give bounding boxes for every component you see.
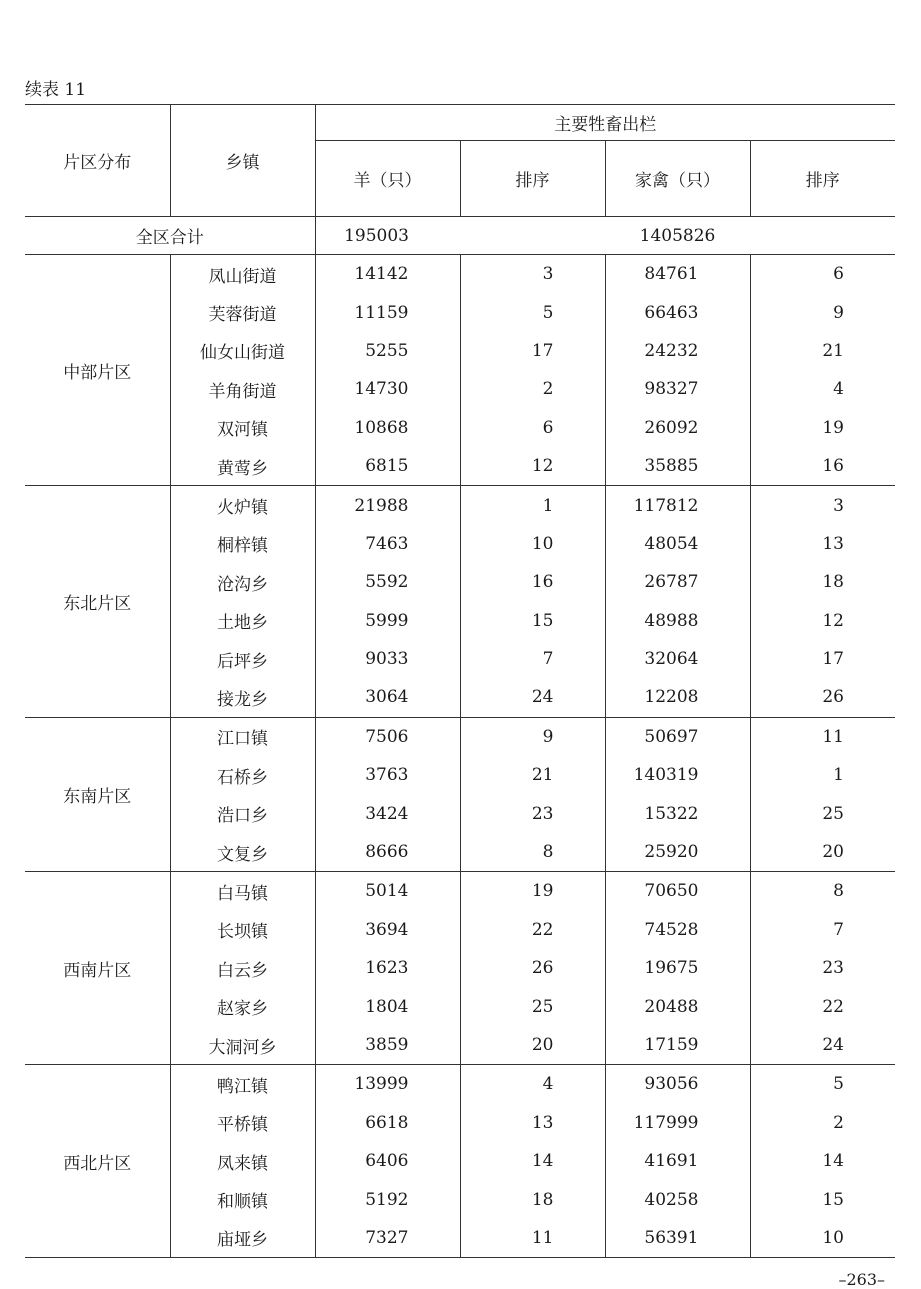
sheep-rank-cell: 12 xyxy=(460,447,605,486)
sheep-rank-cell: 10 xyxy=(460,525,605,563)
town-cell: 土地乡 xyxy=(170,602,315,640)
region-cell: 西南片区 xyxy=(25,872,170,1065)
total-sheep: 195003 xyxy=(344,225,409,246)
region-cell: 中部片区 xyxy=(25,255,170,486)
sheep-cell: 3424 xyxy=(315,794,460,832)
total-poultry: 1405826 xyxy=(639,225,716,246)
sheep-rank-cell: 2 xyxy=(460,370,605,408)
poultry-cell: 25920 xyxy=(605,833,750,872)
sheep-rank-cell: 23 xyxy=(460,794,605,832)
sheep-cell: 1804 xyxy=(315,987,460,1025)
sheep-rank-cell: 6 xyxy=(460,409,605,447)
table-row xyxy=(25,717,895,756)
sheep-cell: 14730 xyxy=(315,370,460,408)
sheep-cell: 11159 xyxy=(315,293,460,331)
poultry-cell: 56391 xyxy=(605,1219,750,1258)
poultry-rank-cell: 14 xyxy=(822,1151,844,1172)
town-cell: 后坪乡 xyxy=(170,640,315,678)
town-cell: 鸭江镇 xyxy=(170,1065,315,1104)
poultry-rank-cell: 6 xyxy=(833,264,844,285)
header-town: 乡镇 xyxy=(170,105,315,217)
town-cell: 凤山街道 xyxy=(170,255,315,294)
sheep-rank-cell: 11 xyxy=(460,1219,605,1258)
poultry-cell: 40258 xyxy=(605,1180,750,1218)
town-cell: 赵家乡 xyxy=(170,987,315,1025)
poultry-cell: 17159 xyxy=(605,1026,750,1065)
sheep-rank-cell: 17 xyxy=(460,332,605,370)
town-cell: 江口镇 xyxy=(170,717,315,756)
town-cell: 双河镇 xyxy=(170,409,315,447)
poultry-rank-cell: 19 xyxy=(822,417,844,438)
sheep-rank-cell: 13 xyxy=(460,1104,605,1142)
town-cell: 和顺镇 xyxy=(170,1180,315,1218)
town-cell: 芙蓉街道 xyxy=(170,293,315,331)
header-group-title: 主要牲畜出栏 xyxy=(554,115,657,135)
poultry-rank-cell: 2 xyxy=(833,1112,844,1133)
poultry-cell: 48054 xyxy=(605,525,750,563)
table-row xyxy=(25,1065,895,1104)
sheep-rank-cell: 14 xyxy=(460,1142,605,1180)
poultry-cell: 26092 xyxy=(605,409,750,447)
sheep-rank-cell: 19 xyxy=(460,872,605,911)
town-cell: 白马镇 xyxy=(170,872,315,911)
poultry-cell: 98327 xyxy=(605,370,750,408)
sheep-cell: 5255 xyxy=(315,332,460,370)
sheep-rank-cell: 4 xyxy=(460,1065,605,1104)
poultry-cell: 84761 xyxy=(605,255,750,294)
town-cell: 接龙乡 xyxy=(170,678,315,717)
sheep-rank-cell: 24 xyxy=(460,678,605,717)
poultry-cell: 74528 xyxy=(605,911,750,949)
poultry-cell: 20488 xyxy=(605,987,750,1025)
poultry-rank-cell: 25 xyxy=(822,803,844,824)
header-poultry: 家禽（只） xyxy=(605,141,750,217)
poultry-rank-cell: 22 xyxy=(822,996,844,1017)
poultry-cell: 117812 xyxy=(605,486,750,525)
sheep-rank-cell: 8 xyxy=(460,833,605,872)
town-cell: 大洞河乡 xyxy=(170,1026,315,1065)
sheep-cell: 1623 xyxy=(315,949,460,987)
table-row xyxy=(25,486,895,525)
poultry-cell: 26787 xyxy=(605,563,750,601)
poultry-cell: 19675 xyxy=(605,949,750,987)
region-cell: 东南片区 xyxy=(25,717,170,872)
sheep-cell: 10868 xyxy=(315,409,460,447)
poultry-rank-cell: 12 xyxy=(822,610,844,631)
table-row xyxy=(25,872,895,911)
sheep-rank-cell: 22 xyxy=(460,911,605,949)
total-label: 全区合计 xyxy=(25,217,315,255)
poultry-rank-cell: 16 xyxy=(822,456,844,477)
sheep-rank-cell: 5 xyxy=(460,293,605,331)
town-cell: 凤来镇 xyxy=(170,1142,315,1180)
sheep-rank-cell: 18 xyxy=(460,1180,605,1218)
table-caption: 续表 11 xyxy=(25,80,87,100)
region-cell: 西北片区 xyxy=(25,1065,170,1258)
sheep-rank-cell: 26 xyxy=(460,949,605,987)
town-cell: 沧沟乡 xyxy=(170,563,315,601)
sheep-cell: 13999 xyxy=(315,1065,460,1104)
town-cell: 火炉镇 xyxy=(170,486,315,525)
total-row xyxy=(25,217,895,255)
town-cell: 桐梓镇 xyxy=(170,525,315,563)
poultry-rank-cell: 21 xyxy=(822,340,844,361)
sheep-cell: 9033 xyxy=(315,640,460,678)
poultry-cell: 24232 xyxy=(605,332,750,370)
town-cell: 长坝镇 xyxy=(170,911,315,949)
sheep-rank-cell: 3 xyxy=(460,255,605,294)
poultry-rank-cell: 4 xyxy=(833,379,844,400)
poultry-cell: 12208 xyxy=(605,678,750,717)
sheep-cell: 14142 xyxy=(315,255,460,294)
sheep-rank-cell: 7 xyxy=(460,640,605,678)
poultry-rank-cell: 24 xyxy=(822,1035,844,1055)
poultry-cell: 93056 xyxy=(605,1065,750,1104)
poultry-rank-cell: 15 xyxy=(822,1189,844,1210)
sheep-cell: 3763 xyxy=(315,756,460,794)
town-cell: 平桥镇 xyxy=(170,1104,315,1142)
poultry-rank-cell: 26 xyxy=(822,687,844,708)
poultry-cell: 66463 xyxy=(605,293,750,331)
poultry-rank-cell: 17 xyxy=(822,649,844,670)
sheep-rank-cell: 15 xyxy=(460,602,605,640)
poultry-rank-cell: 9 xyxy=(833,302,844,323)
sheep-cell: 3859 xyxy=(315,1026,460,1065)
sheep-rank-cell: 25 xyxy=(460,987,605,1025)
header-poultry-rank: 排序 xyxy=(750,141,895,217)
poultry-rank-cell: 7 xyxy=(833,919,844,940)
town-cell: 庙垭乡 xyxy=(170,1219,315,1258)
poultry-cell: 15322 xyxy=(605,794,750,832)
sheep-cell: 6618 xyxy=(315,1104,460,1142)
town-cell: 浩口乡 xyxy=(170,794,315,832)
town-cell: 黄莺乡 xyxy=(170,447,315,486)
sheep-cell: 7506 xyxy=(315,717,460,756)
poultry-rank-cell: 11 xyxy=(822,726,844,747)
town-cell: 白云乡 xyxy=(170,949,315,987)
poultry-rank-cell: 5 xyxy=(833,1074,844,1095)
sheep-rank-cell: 20 xyxy=(460,1026,605,1065)
town-cell: 文复乡 xyxy=(170,833,315,872)
poultry-cell: 140319 xyxy=(605,756,750,794)
poultry-rank-cell: 23 xyxy=(822,958,844,979)
header-region: 片区分布 xyxy=(25,105,170,217)
sheep-cell: 6406 xyxy=(315,1142,460,1180)
poultry-cell: 48988 xyxy=(605,602,750,640)
poultry-rank-cell: 13 xyxy=(822,533,844,554)
sheep-cell: 5999 xyxy=(315,602,460,640)
sheep-cell: 6815 xyxy=(315,447,460,486)
sheep-cell: 5592 xyxy=(315,563,460,601)
town-cell: 羊角街道 xyxy=(170,370,315,408)
header-sheep-rank: 排序 xyxy=(460,141,605,217)
sheep-cell: 3694 xyxy=(315,911,460,949)
sheep-cell: 8666 xyxy=(315,833,460,872)
town-cell: 石桥乡 xyxy=(170,756,315,794)
sheep-rank-cell: 16 xyxy=(460,563,605,601)
header-row-1 xyxy=(25,105,895,141)
poultry-rank-cell: 1 xyxy=(833,765,844,786)
poultry-cell: 70650 xyxy=(605,872,750,911)
sheep-rank-cell: 1 xyxy=(460,486,605,525)
page-number: –263– xyxy=(838,1270,885,1289)
sheep-cell: 5014 xyxy=(315,872,460,911)
sheep-cell: 5192 xyxy=(315,1180,460,1218)
poultry-cell: 50697 xyxy=(605,717,750,756)
header-sheep: 羊（只） xyxy=(315,141,460,217)
region-cell: 东北片区 xyxy=(25,486,170,717)
poultry-cell: 32064 xyxy=(605,640,750,678)
sheep-cell: 21988 xyxy=(315,486,460,525)
livestock-table xyxy=(25,104,895,1258)
sheep-cell: 3064 xyxy=(315,678,460,717)
sheep-cell: 7327 xyxy=(315,1219,460,1258)
town-cell: 仙女山街道 xyxy=(170,332,315,370)
poultry-rank-cell: 10 xyxy=(822,1227,844,1248)
sheep-rank-cell: 9 xyxy=(460,717,605,756)
table-row xyxy=(25,255,895,294)
poultry-rank-cell: 3 xyxy=(833,495,844,516)
sheep-cell: 7463 xyxy=(315,525,460,563)
poultry-cell: 117999 xyxy=(605,1104,750,1142)
poultry-rank-cell: 18 xyxy=(822,572,844,593)
poultry-rank-cell: 20 xyxy=(822,842,844,863)
sheep-rank-cell: 21 xyxy=(460,756,605,794)
poultry-rank-cell: 8 xyxy=(833,881,844,902)
poultry-cell: 41691 xyxy=(605,1142,750,1180)
poultry-cell: 35885 xyxy=(605,447,750,486)
